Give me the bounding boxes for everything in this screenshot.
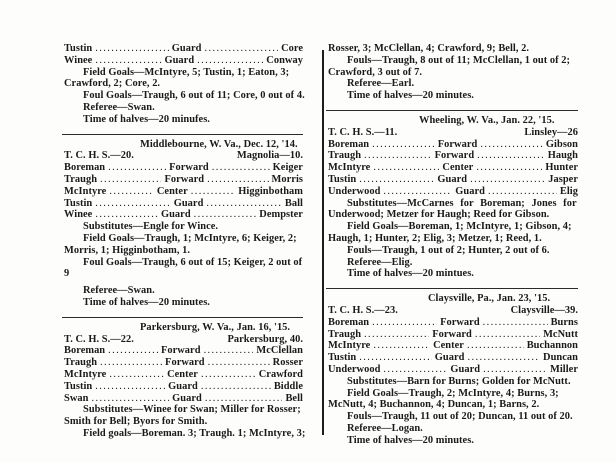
tchs-score: T. C. H. S.—11. [328, 126, 398, 138]
leader-dots [467, 340, 524, 352]
lineup-row [328, 352, 578, 364]
parkersburg-continued-section [328, 43, 578, 102]
leader-dots [95, 43, 169, 55]
leader-dots [383, 186, 452, 198]
lineup-row [328, 174, 578, 186]
leader-dots [91, 393, 169, 405]
section-divider [62, 134, 303, 135]
opponent-player: Core [281, 43, 303, 54]
substitutes: Substitutes—Barn for Burns; Golden for McNutt. [347, 375, 571, 387]
section-divider [326, 110, 578, 111]
field-goals-continued: Morris, 1; Higginbotham, 1. [64, 244, 191, 256]
leader-dots [108, 162, 166, 174]
leader-dots [364, 329, 429, 341]
opponent-player: Duncan [543, 352, 578, 364]
position: Forward [160, 345, 201, 357]
opponent-player: McClellan [256, 345, 303, 357]
section-divider [62, 317, 303, 318]
leader-dots [383, 364, 447, 376]
tchs-player: Boreman [64, 345, 106, 357]
referee: Referee—Logan. [347, 422, 423, 434]
position: Center [433, 340, 464, 352]
leader-dots [483, 364, 547, 376]
leader-dots [95, 198, 170, 210]
field-goals-continued: Haugh, 1; Hunter, 2; Elig, 3; Metzer, 1; Reed, 1. [328, 232, 542, 244]
leader-dots [477, 150, 545, 162]
field-goals: Field Goals—Boreman, 1; McIntyre, 1; Gibson, 4; [347, 221, 572, 233]
lineup-row [328, 340, 578, 352]
foul-goals: Foul Goals—Traugh, 6 out of 15; Keiger, 2 out of [83, 256, 303, 268]
field-goals: Field Goals—Traugh, 1; McIntyre, 6; Keiger, 2; [83, 232, 297, 244]
tchs-score: T. C. H. S.—22. [64, 333, 134, 345]
referee: Referee—Elig. [347, 256, 413, 268]
left-column [64, 43, 306, 440]
referee: Referee—Swan. [83, 285, 155, 297]
position: Center [167, 368, 198, 380]
position: Center [442, 162, 474, 174]
position: Guard [434, 352, 465, 364]
lineup-row [328, 317, 578, 329]
position: Guard [437, 173, 468, 185]
leader-dots [359, 174, 434, 186]
position: Forward [169, 162, 209, 174]
leader-dots [480, 139, 543, 151]
lineup-row [64, 174, 303, 186]
tchs-player: Traugh [328, 328, 362, 340]
leader-dots [194, 209, 257, 221]
position: Guard [172, 392, 202, 404]
tchs-player: Traugh [64, 173, 98, 185]
lineup-row [64, 357, 303, 369]
opponent-player: Rosser [272, 357, 303, 369]
opponent-player: Dempster [259, 209, 303, 221]
tchs-player: Boreman [328, 138, 370, 150]
tchs-player: McIntyre [328, 162, 371, 174]
lineup-row [64, 393, 303, 405]
tchs-player: Tustin [328, 173, 357, 185]
time-of-halves: Time of halves—20 minutes. [347, 434, 474, 446]
leader-dots [372, 139, 435, 151]
score-row [64, 150, 303, 162]
lineup-row [64, 381, 303, 393]
leader-dots [373, 340, 430, 352]
leader-dots [364, 150, 432, 162]
tchs-player: Tustin [64, 43, 93, 54]
leader-dots [373, 162, 439, 174]
leader-dots [476, 162, 542, 174]
game-parkersburg [64, 321, 306, 440]
position: Forward [440, 316, 480, 328]
leader-dots [488, 186, 557, 198]
foul-goals-continued: 9 [64, 268, 70, 280]
time-of-halves: Time of halves—20 minutes. [83, 296, 210, 308]
leader-dots [95, 55, 161, 67]
referee: Referee—Earl. [347, 78, 415, 90]
tchs-player: Winee [64, 209, 93, 221]
opponent-player: Keiger [272, 162, 303, 174]
position: Forward [165, 357, 205, 369]
field-goals: Field Goals—McIntyre, 5; Tustin, 1; Eaton, 3; [83, 66, 290, 78]
substitutes-continued: Underwood; Metzer for Haugh; Reed for Gibson. [328, 209, 550, 221]
substitutes: Substitutes—Engle for Wince. [83, 221, 219, 233]
referee: Referee—Swan. [83, 101, 155, 113]
substitutes: Substitutes—Winee for Swan; Miller for Rosser; [83, 404, 301, 416]
opponent-player: Morris [271, 173, 303, 185]
game-location: Wheeling, W. Va., Jan. 22, '15. [419, 114, 555, 126]
leader-dots [201, 369, 256, 381]
leader-dots [467, 352, 540, 364]
time-of-halves: Time of halves—20 mintues. [347, 268, 474, 280]
position: Forward [434, 150, 475, 162]
lineup-row [64, 198, 303, 210]
column-divider [322, 50, 324, 435]
fouls: Fouls—Traugh, 11 out of 20; Duncan, 11 out of 20. [347, 411, 573, 423]
score-row [64, 334, 303, 346]
opponent-player: Ball [284, 197, 303, 209]
lineup-row [328, 150, 578, 162]
position: Guard [171, 43, 202, 54]
opponent-player: Burns [550, 316, 578, 328]
opponent-player: Bell [285, 392, 303, 404]
field-goals: Field Goals—Traugh, 2; McIntyre, 4; Burns, 3; [347, 387, 559, 399]
position: Guard [173, 197, 204, 209]
position: Guard [164, 54, 195, 66]
field-goals-continued: Rosser, 3; McClellan, 4; Crawford, 9; Bell, 2. [328, 43, 530, 54]
leader-dots [205, 393, 283, 405]
opponent-player: Miller [550, 363, 578, 375]
opponent-player: Haugh [547, 150, 578, 162]
opponent-score: Magnolia—10. [236, 150, 303, 162]
tchs-score: T. C. H. S.—23. [328, 304, 398, 316]
lineup-row [64, 369, 303, 381]
game-wheeling [328, 115, 578, 280]
leader-dots [205, 43, 279, 55]
opponent-score: Parkersburg, 40. [227, 333, 303, 345]
leader-dots [212, 162, 270, 174]
substitutes: Substitutes—McCarnes for Boreman; Jones for [347, 197, 577, 209]
fouls: Fouls—Traugh, 8 out of 11; McClellan, 1 out of 2; [347, 54, 571, 66]
position: Guard [160, 209, 191, 221]
leader-dots [208, 357, 270, 369]
tchs-player: Traugh [64, 357, 98, 369]
leader-dots [483, 317, 548, 329]
tchs-player: Boreman [328, 316, 370, 328]
tchs-player: Tustin [64, 380, 93, 392]
time-of-halves: Time of halves—20 minufes. [83, 113, 210, 125]
tchs-player: McIntyre [64, 368, 107, 380]
position: Forward [432, 328, 472, 340]
opponent-player: McNutt [543, 328, 578, 340]
position: Center [156, 185, 188, 197]
lineup-row [328, 364, 578, 376]
leader-dots [359, 352, 432, 364]
leader-dots [372, 317, 437, 329]
tchs-player: Underwood [328, 363, 381, 375]
opponent-player: Biddle [273, 380, 303, 392]
tchs-player: Swan [64, 392, 89, 404]
position: Forward [437, 138, 478, 150]
leader-dots [108, 345, 158, 357]
opponent-player: Elig [559, 185, 578, 197]
opponent-player: Buchannon [526, 340, 578, 352]
game-claysville [328, 293, 578, 446]
tchs-player: Boreman [64, 162, 106, 174]
tchs-player: McIntyre [328, 340, 371, 352]
continued-game-section [64, 43, 303, 126]
leader-dots [95, 209, 158, 221]
tchs-player: Tustin [328, 352, 357, 364]
lineup-row [64, 43, 303, 55]
fouls: Fouls—Traugh, 1 out of 2; Hunter, 2 out of 6. [347, 244, 550, 256]
lineup-row [64, 55, 303, 67]
game-location: Claysville, Pa., Jan. 23, '15. [428, 293, 551, 305]
fouls-continued: Crawford, 3 out of 7. [328, 66, 422, 78]
leader-dots [109, 369, 164, 381]
section-divider [326, 288, 578, 289]
leader-dots [197, 55, 263, 67]
lineup-row [64, 186, 303, 198]
opponent-score: Claysville—39. [510, 304, 578, 316]
game-middlebourne [64, 139, 303, 309]
tchs-score: T. C. H. S.—20. [64, 150, 134, 162]
position: Guard [168, 380, 198, 392]
opponent-player: Conway [266, 54, 303, 66]
leader-dots [206, 198, 281, 210]
lineup-row [328, 162, 578, 174]
tchs-player: Traugh [328, 150, 362, 162]
lineup-row [328, 186, 578, 198]
leader-dots [191, 186, 236, 198]
leader-dots [201, 381, 271, 393]
opponent-player: Jasper [548, 173, 578, 185]
opponent-player: Gibson [545, 138, 578, 150]
opponent-player: Higginbotham [238, 185, 303, 197]
leader-dots [109, 186, 154, 198]
opponent-player: Hunter [545, 162, 578, 174]
lineup-row [328, 329, 578, 341]
right-column [328, 43, 578, 447]
position: Forward [164, 173, 205, 185]
opponent-player: Crawford [258, 368, 303, 380]
substitutes-continued: Smith for Bell; Byors for Smith. [64, 416, 208, 428]
leader-dots [100, 357, 162, 369]
foul-goals: Foul Goals—Traugh, 6 out of 11; Core, 0 out of 4. [83, 90, 305, 102]
leader-dots [95, 381, 165, 393]
field-goals-continued: Crawford, 2; Core, 2. [64, 78, 161, 90]
leader-dots [475, 329, 540, 341]
lineup-row [64, 209, 303, 221]
field-goals: Field goals—Boreman. 3; Traugh. 1; McIntyre, 3; [83, 427, 306, 439]
leader-dots [100, 174, 161, 186]
position: Guard [455, 185, 485, 197]
tchs-player: Tustin [64, 197, 93, 209]
score-row [328, 305, 578, 317]
tchs-player: Winee [64, 54, 93, 66]
tchs-player: McIntyre [64, 185, 107, 197]
tchs-player: Underwood [328, 185, 381, 197]
opponent-score: Linsley—26 [524, 126, 578, 138]
game-location: Parkersburg, W. Va., Jan. 16, '15. [140, 321, 291, 333]
leader-dots [204, 345, 254, 357]
lineup-row [328, 139, 578, 151]
lineup-row [64, 345, 303, 357]
field-goals-continued: McNutt, 4; Buchannon, 4; Duncan, 1; Barns, 2. [328, 399, 540, 411]
lineup-row [64, 162, 303, 174]
leader-dots [470, 174, 545, 186]
score-row [328, 127, 578, 139]
game-location: Middlebourne, W. Va., Dec. 12, '14. [140, 138, 298, 150]
time-of-halves: Time of halves—20 minutes. [347, 90, 474, 102]
leader-dots [207, 174, 268, 186]
position: Guard [450, 363, 481, 375]
